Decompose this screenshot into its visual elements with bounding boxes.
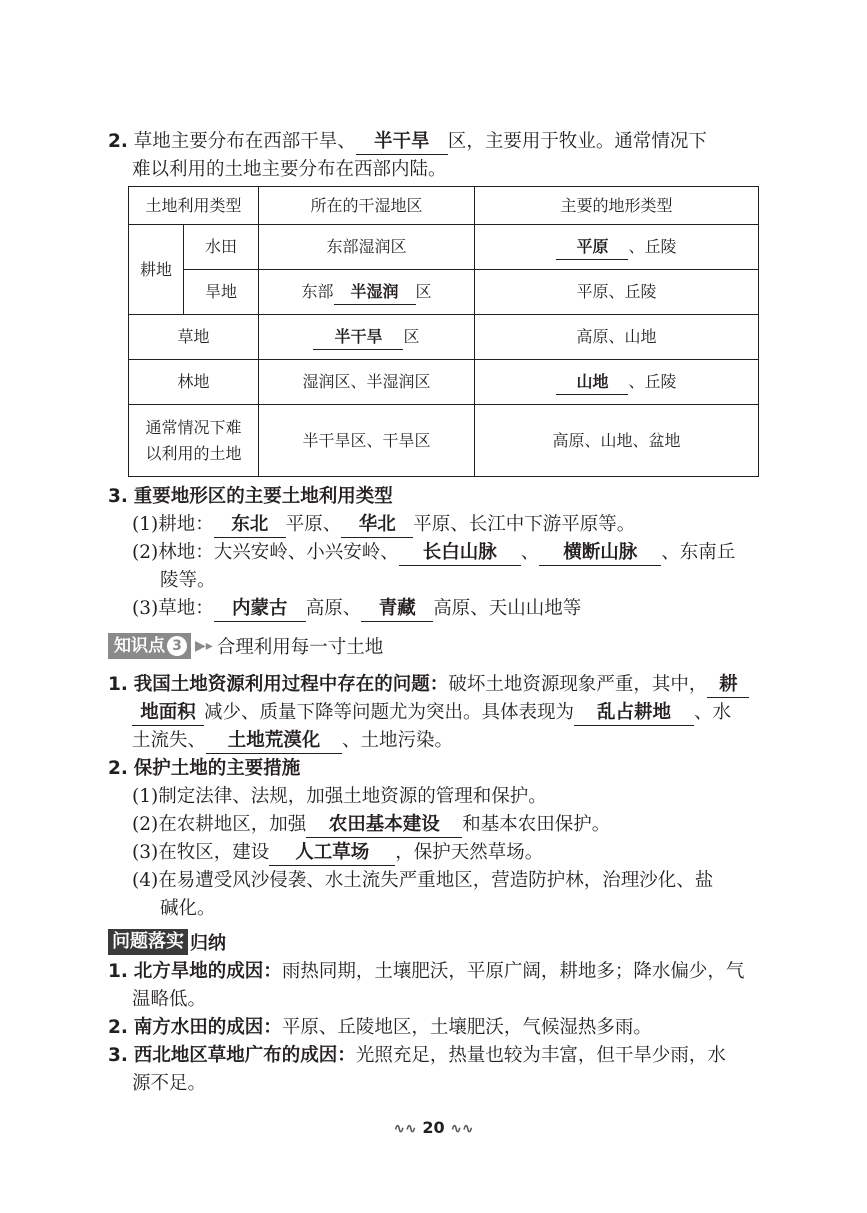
- answer-blank: 人工草场: [269, 841, 395, 866]
- item2-line1: 2. 草地主要分布在西部干旱、 半干旱 区，主要用于牧业。通常情况下: [108, 128, 762, 156]
- k2-sub4-line2: 碱化。: [160, 898, 216, 919]
- answer-blank: 青藏: [361, 597, 433, 622]
- answer-blank: 半干旱: [313, 325, 403, 350]
- item2-line2: 难以利用的土地主要分布在西部内陆。: [132, 159, 447, 180]
- answer-blank: 平原: [556, 235, 628, 260]
- table-cell: 东部 半湿润 区: [259, 270, 475, 315]
- table-cell: 平原、丘陵: [475, 270, 759, 315]
- table-cell: 高原、山地、盆地: [475, 405, 759, 477]
- answer-blank: 山地: [556, 370, 628, 395]
- answer-blank: 耕: [707, 673, 749, 698]
- table-cell: 旱地: [184, 270, 259, 315]
- k1-line1: 1. 我国土地资源利用过程中存在的问题：破坏土地资源现象严重，其中， 耕: [108, 671, 762, 699]
- knowledge-point-heading: 知识点 3 ▶▸ 合理利用每一寸土地: [108, 633, 383, 659]
- k2-sub3: (3)在牧区，建设 人工草场 ，保护天然草场。: [132, 839, 786, 867]
- k2-sub1: (1)制定法律、法规，加强土地资源的管理和保护。: [132, 786, 547, 807]
- answer-blank: 地面积: [132, 701, 204, 726]
- item3-sub1: (1)耕地： 东北 平原、 华北 平原、长江中下游平原等。: [132, 511, 786, 539]
- q3-line2: 源不足。: [132, 1073, 207, 1094]
- q2-line: 2. 南方水田的成因：平原、丘陵地区，土壤肥沃，气候湿热多雨。: [108, 1017, 652, 1038]
- answer-blank: 农田基本建设: [306, 813, 462, 838]
- play-arrow-icon: ▶▸: [195, 638, 213, 654]
- item3-title: 3. 重要地形区的主要土地利用类型: [108, 486, 393, 507]
- item3-sub2-line2: 陵等。: [160, 570, 216, 591]
- q1-line2: 温略低。: [132, 989, 207, 1010]
- table-cell: 水田: [184, 225, 259, 270]
- table-cell: 半干旱 区: [259, 315, 475, 360]
- table-cell: 湿润区、半湿润区: [259, 360, 475, 405]
- k1-line2: 地面积 减少、质量下降等问题尤为突出。具体表现为 乱占耕地 、水: [132, 699, 786, 727]
- answer-blank: 乱占耕地: [574, 701, 694, 726]
- table-header: 所在的干湿地区: [259, 187, 475, 225]
- q1-line1: 1. 北方旱地的成因：雨热同期，土壤肥沃，平原广阔，耕地多；降水偏少，气: [108, 961, 745, 982]
- item3-sub3: (3)草地： 内蒙古 高原、 青藏 高原、天山山地等: [132, 595, 786, 623]
- knowledge-point-badge: 知识点 3: [108, 633, 191, 659]
- table-cell: 通常情况下难 以利用的土地: [129, 405, 259, 477]
- answer-blank: 东北: [214, 513, 286, 538]
- table-cell: 草地: [129, 315, 259, 360]
- k1-line3: 土流失、 土地荒漠化 、土地污染。: [132, 727, 786, 755]
- k2-title: 2. 保护土地的主要措施: [108, 758, 301, 779]
- answer-blank: 横断山脉: [539, 541, 661, 566]
- k2-sub2: (2)在农耕地区，加强 农田基本建设 和基本农田保护。: [132, 811, 786, 839]
- table-cell: 平原 、丘陵: [475, 225, 759, 270]
- table-cell: 山地 、丘陵: [475, 360, 759, 405]
- page-number: 20: [422, 1118, 445, 1137]
- answer-blank: 内蒙古: [214, 597, 306, 622]
- knowledge-point-number: 3: [167, 636, 187, 656]
- item3-sub2: (2)林地：大兴安岭、小兴安岭、 长白山脉 、 横断山脉 、东南丘: [132, 539, 786, 567]
- table-cell: 半干旱区、干旱区: [259, 405, 475, 477]
- table-header: 主要的地形类型: [475, 187, 759, 225]
- answer-blank: 半湿润: [334, 280, 416, 305]
- summary-badge: 问题落实: [108, 929, 188, 955]
- answer-blank: 土地荒漠化: [206, 729, 342, 754]
- page-number-footer: [0, 1118, 867, 1137]
- table-cell: 耕地: [129, 225, 184, 315]
- right-ornament-icon: ∿∿: [450, 1121, 474, 1137]
- table-cell: 东部湿润区: [259, 225, 475, 270]
- summary-heading: 问题落实 归纳: [108, 928, 226, 956]
- left-ornament-icon: ∿∿: [393, 1121, 417, 1137]
- table-cell: 高原、山地: [475, 315, 759, 360]
- answer-blank: 长白山脉: [399, 541, 521, 566]
- answer-blank: 华北: [341, 513, 413, 538]
- q3-line1: 3. 西北地区草地广布的成因：光照充足，热量也较为丰富，但干旱少雨，水: [108, 1045, 726, 1066]
- answer-blank: 半干旱: [356, 130, 448, 155]
- k2-sub4: (4)在易遭受风沙侵袭、水土流失严重地区，营造防护林，治理沙化、盐: [132, 870, 714, 891]
- table-cell: 林地: [129, 360, 259, 405]
- land-use-table: [128, 186, 759, 477]
- table-header: 土地利用类型: [129, 187, 259, 225]
